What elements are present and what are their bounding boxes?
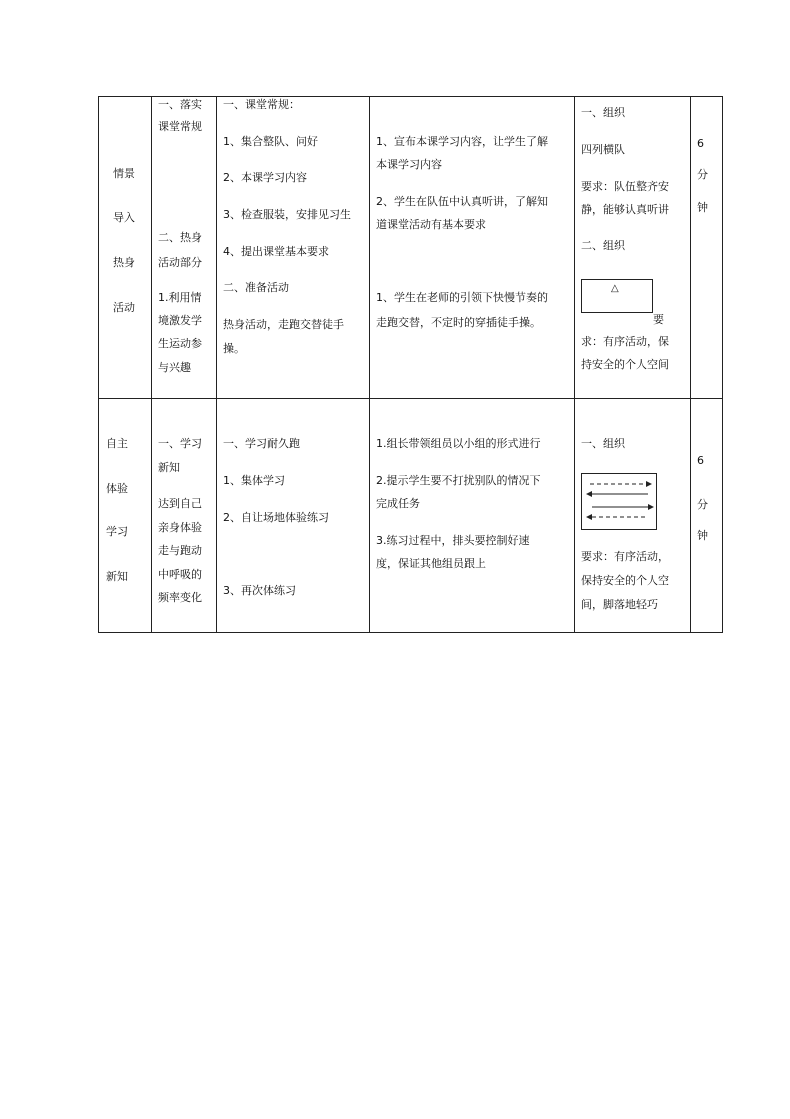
method-text: 完成任务	[376, 497, 420, 510]
phase-cell	[99, 97, 152, 399]
phase-text: 自主	[106, 437, 128, 450]
goal-text: 二、热身	[158, 231, 202, 244]
org-text: 四列横队	[581, 143, 625, 156]
method-text: 2、学生在队伍中认真听讲，了解知	[376, 195, 548, 208]
goal-text: 频率变化	[158, 591, 202, 604]
phase-text: 新知	[106, 570, 128, 583]
time-text: 钟	[697, 201, 708, 214]
org-text: 求：有序活动，保	[581, 335, 669, 348]
content-heading: 二、准备活动	[223, 281, 289, 294]
method-text: 1.组长带领组员以小组的形式进行	[376, 437, 541, 450]
org-text: 静，能够认真听讲	[581, 203, 669, 216]
phase-text: 情景	[113, 167, 135, 180]
content-item: 2、自让场地体验练习	[223, 511, 329, 524]
teacher-triangle-icon: △	[611, 283, 619, 294]
organization-cell	[575, 97, 691, 399]
content-text: 热身活动，走跑交替徒手	[223, 318, 344, 331]
phase-text: 体验	[106, 482, 128, 495]
goals-cell	[152, 399, 217, 633]
phase-text: 导入	[113, 211, 135, 224]
time-cell	[691, 97, 723, 399]
goals-cell	[152, 97, 217, 399]
method-text: 3.练习过程中，排头要控制好速	[376, 534, 530, 547]
method-text: 1、宣布本课学习内容，让学生了解	[376, 135, 548, 148]
running-arrows-icon	[582, 474, 656, 529]
goal-text: 中呼吸的	[158, 568, 202, 581]
methods-cell	[370, 399, 575, 633]
content-heading: 一、课堂常规：	[223, 98, 300, 111]
org-text: 保持安全的个人空	[581, 574, 669, 587]
content-cell	[217, 399, 370, 633]
goal-text: 亲身体验	[158, 521, 202, 534]
goal-text: 新知	[158, 461, 180, 474]
methods-cell	[370, 97, 575, 399]
org-text: 持安全的个人空间	[581, 358, 669, 371]
time-text: 钟	[697, 529, 708, 542]
method-text: 1、学生在老师的引领下快慢节奏的	[376, 291, 548, 304]
goal-text: 课堂常规	[158, 120, 202, 133]
lesson-plan-table	[98, 96, 723, 633]
time-text: 6	[697, 454, 704, 467]
method-text: 2.提示学生要不打扰别队的情况下	[376, 474, 541, 487]
phase-text: 热身	[113, 256, 135, 269]
org-text: 间，脚落地轻巧	[581, 598, 658, 611]
method-text: 度，保证其他组员跟上	[376, 557, 486, 570]
content-item: 1、集体学习	[223, 474, 285, 487]
content-text: 操。	[223, 342, 245, 355]
content-item: 1、集合整队、问好	[223, 135, 318, 148]
formation-diagram	[581, 279, 653, 313]
content-cell	[217, 97, 370, 399]
org-heading: 二、组织	[581, 239, 625, 252]
org-heading: 一、组织	[581, 437, 625, 450]
goal-text: 一、学习	[158, 437, 202, 450]
time-text: 分	[697, 168, 708, 181]
running-drill-diagram	[581, 473, 657, 530]
goal-text: 生运动参	[158, 337, 202, 350]
time-cell	[691, 399, 723, 633]
org-text: 要求：有序活动，	[581, 550, 669, 563]
phase-text: 学习	[106, 525, 128, 538]
goal-text: 与兴趣	[158, 361, 191, 374]
content-item: 4、提出课堂基本要求	[223, 245, 329, 258]
content-heading: 一、学习耐久跑	[223, 437, 300, 450]
goal-text: 走与跑动	[158, 544, 202, 557]
goal-text: 活动部分	[158, 256, 202, 269]
method-text: 走跑交替，不定时的穿插徒手操。	[376, 316, 541, 329]
org-text: 要	[653, 313, 664, 326]
method-text: 道课堂活动有基本要求	[376, 218, 486, 231]
time-text: 分	[697, 498, 708, 511]
org-heading: 一、组织	[581, 106, 625, 119]
goal-text: 1.利用情	[158, 291, 202, 304]
organization-cell	[575, 399, 691, 633]
time-text: 6	[697, 137, 704, 150]
phase-cell	[99, 399, 152, 633]
goal-text: 境激发学	[158, 314, 202, 327]
content-item: 2、本课学习内容	[223, 171, 307, 184]
phase-text: 活动	[113, 301, 135, 314]
goal-text: 一、落实	[158, 98, 202, 111]
table-row	[99, 97, 723, 399]
table-row	[99, 399, 723, 633]
goal-text: 达到自己	[158, 497, 202, 510]
org-text: 要求：队伍整齐安	[581, 180, 669, 193]
content-item: 3、检查服装，安排见习生	[223, 208, 351, 221]
content-item: 3、再次体练习	[223, 584, 296, 597]
method-text: 本课学习内容	[376, 158, 442, 171]
